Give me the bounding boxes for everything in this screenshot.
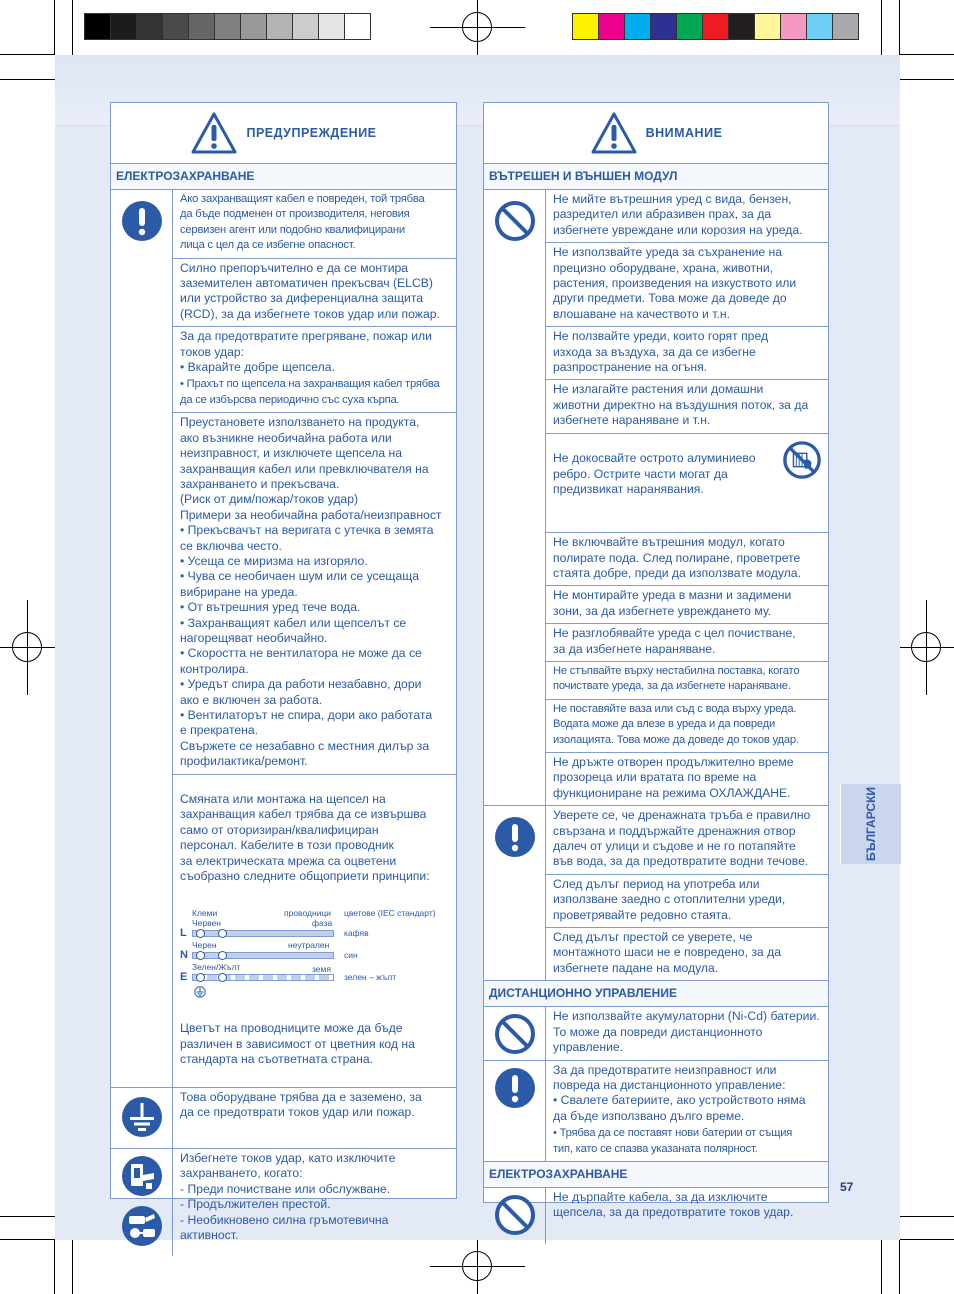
wire-terminal-label: Червен bbox=[192, 917, 221, 928]
caution-column bbox=[483, 102, 829, 1220]
must-do-group bbox=[111, 190, 456, 1088]
instruction-text: Не стъпвайте върху нестабилна поставка, когато почиствате уреда, за да избегнете нараняване. bbox=[546, 662, 828, 700]
no-touch-fin-icon bbox=[782, 440, 822, 480]
instruction-text: Не разглобявайте уреда с цел почистване, за да избегнете нараняване. bbox=[546, 624, 828, 662]
instruction-text: Силно препоръчително е да се монтира заземителен автоматичен прекъсвач (ELCB) или устройство за диференциална защита (RCD), за да избегнете токов удар или пожар. bbox=[173, 259, 456, 328]
switch-off-icon bbox=[121, 1155, 163, 1197]
instruction-text: Не дръжте отворен продължително време прозореца или вратата по време на функциониране на режима ОХЛАЖДАНЕ. bbox=[553, 755, 794, 800]
power-prohibit-row bbox=[484, 1188, 828, 1244]
wire-color-label: зелен – жълт bbox=[344, 971, 397, 982]
wire-conductor-label: земя bbox=[312, 963, 331, 974]
instruction-text: Не поставяйте ваза или съд с вода върху уреда. Водата може да влезе в уреда и да повреди изолацията. Това може да доведе до токов удар. bbox=[546, 700, 828, 753]
instruction-text: • Трябва да се поставят нови батерии от същия тип, като се спазва указаната полярност. bbox=[553, 1127, 793, 1155]
prohibition-icon bbox=[494, 1013, 536, 1055]
instruction-text: Не мийте вътрешния уред с вида, бензен, разредител или абразивен прах, за да избегнете увреждане или корозия на уреда. bbox=[546, 190, 828, 243]
wire-terminal-label: Зелен/Жълт bbox=[192, 961, 241, 972]
instruction-text: Не докосвайте острото алуминиево ребро. Острите части могат да предизвикат наранявания. bbox=[553, 451, 756, 496]
instruction-text: • Прахът по щепсела на захранващия кабел трябва да се избърсва периодично със суха кърпа. bbox=[173, 375, 456, 413]
instruction-text: Не дърпайте кабела, за да изключите щепсела, за да предотвратите токов удар. bbox=[553, 1189, 794, 1220]
instruction-text: За да предотвратите прегряване, пожар или токов удар: • Вкарайте добре щепсела. bbox=[180, 329, 432, 375]
prohibit-group bbox=[484, 190, 828, 806]
instruction-text: За да предотвратите неизправност или повреда на дистанционното управление: • Свалете батериите, ако устройството няма да бъде използвано дълго време. bbox=[553, 1062, 806, 1123]
terminal-screw-icon bbox=[218, 973, 227, 982]
warning-header bbox=[111, 103, 456, 164]
instruction-text: Избегнете токов удар, като изключите захранването, когато: - Преди почистване или обслужване. - Продължителен престой. - Необикновено силна гръмотевична активност. bbox=[180, 1150, 396, 1242]
wiring-instructions bbox=[173, 775, 456, 1087]
section-title-units: ВЪТРЕШЕН И ВЪНШЕН МОДУЛ bbox=[484, 164, 828, 190]
mandatory-exclamation-icon bbox=[121, 200, 163, 242]
wiring-diagram bbox=[180, 906, 450, 1002]
wire-color-label: кафяв bbox=[344, 927, 369, 938]
instruction-text: Смяната или монтажа на щепсел на захранващия кабел трябва да се извършва само от оторизиран/квалифициран персонал. Кабелите в този проводник за електрическата мрежа са оцветени съобразно следните общоприети принципи: bbox=[180, 792, 430, 884]
wire-conductor-label: фаза bbox=[312, 917, 333, 928]
terminal-screw-icon bbox=[218, 929, 227, 938]
instruction-text: След дълъг престой се уверете, че монтажното шаси не е повредено, за да избегнете падане на модула. bbox=[553, 930, 781, 975]
ground-symbol-icon bbox=[194, 986, 206, 998]
instruction-text: Не използвайте уреда за съхранение на прецизно оборудване, храна, животни, растения, произведения на изкуството или други предмети. Това може да доведе до влошаване на качеството и т.н. bbox=[546, 243, 828, 327]
wire-color-label: син bbox=[344, 949, 358, 960]
warning-column bbox=[110, 102, 457, 1242]
caution-header bbox=[484, 103, 828, 164]
sharp-fin-instruction bbox=[546, 434, 828, 533]
mandatory-exclamation-icon bbox=[494, 1067, 536, 1109]
prohibition-icon bbox=[494, 1194, 536, 1236]
section-title-remote: ДИСТАНЦИОННО УПРАВЛЕНИЕ bbox=[484, 981, 828, 1007]
instruction-text: След дълъг период на употреба или използване заедно с отоплителни уреди, проветрявайте редовно стаята. bbox=[546, 875, 828, 928]
must-do-group bbox=[484, 806, 828, 981]
terminal-screw-icon bbox=[218, 951, 227, 960]
mandatory-exclamation-icon bbox=[494, 816, 536, 858]
wire-letter: L bbox=[180, 926, 187, 939]
wire-terminal-label: Черен bbox=[192, 939, 217, 950]
instruction-text: Не използвайте акумулаторни (Ni-Cd) батерии. То може да повреди дистанционното управление. bbox=[553, 1009, 820, 1055]
instruction-text: Не монтирайте уреда в мазни и задимени зони, за да избегнете увреждането му. bbox=[546, 586, 828, 624]
wire-conductor-label: неутрален bbox=[288, 939, 330, 950]
section-title-power-supply: ЕЛЕКТРОЗАХРАНВАНЕ bbox=[111, 164, 456, 190]
caution-triangle-icon bbox=[590, 111, 638, 155]
terminal-screw-icon bbox=[196, 929, 205, 938]
terminal-screw-icon bbox=[196, 951, 205, 960]
instruction-text: Не включвайте вътрешния модул, когато полирате пода. След полиране, проветрете стаята добре, преди да използвате модула. bbox=[546, 533, 828, 586]
wiring-header-colors: цветове (IEC стандарт) bbox=[344, 907, 436, 918]
remote-must-row bbox=[484, 1061, 828, 1162]
instruction-text: Това оборудване трябва да е заземено, за да се предотврати токов удар или пожар. bbox=[180, 1089, 422, 1120]
instruction-text: Преустановете използването на продукта, ако възникне необичайна работа или неизправност, и изключете щепсела на захранващия кабел или превключвателя на захранването и прекъсвача. (Риск от дим/пожар/токов удар) Примери за необичайна работа/неизправност • Прекъсвачът на веригата с утечка в земята се включва често. • Усеща се миризма на изгоряло. • Чува се необичаен шум или се усещаща вибриране на уреда. • От вътрешния уред тече вода. • Захранващият кабел или щепселът се нагорещяват необичайно. • Скоростта не вентилатора не може да се контролира. • Уредът спира да работи незабавно, дори ако е включен за работа. • Вентилаторът не спира, дори ако работата е прекратена. Свържете се незабавно с местния дилър за профилактика/ремонт. bbox=[173, 413, 456, 774]
page-number: 57 bbox=[840, 1180, 854, 1194]
language-tab bbox=[840, 784, 901, 864]
earth-ground-icon bbox=[121, 1096, 163, 1138]
wire-letter: N bbox=[180, 948, 188, 961]
wire-letter: E bbox=[180, 970, 188, 983]
terminal-screw-icon bbox=[196, 973, 205, 982]
remote-prohibit-row bbox=[484, 1007, 828, 1060]
instruction-text: Не излагайте растения или домашни животни директно на въздушния поток, за да избегнете нараняване и т.н. bbox=[546, 380, 828, 433]
wiring-header-conductors: проводници bbox=[284, 907, 332, 918]
grayscale-calibration-strip bbox=[84, 13, 370, 40]
caution-title: ВНИМАНИЕ bbox=[645, 126, 723, 140]
instruction-text: Не ползвайте уреди, които горят пред изхода за въздуха, за да се избегне разпространение на огъня. bbox=[546, 327, 828, 380]
wire-line bbox=[192, 952, 334, 959]
unplug-row bbox=[111, 1149, 456, 1256]
warning-title: ПРЕДУПРЕЖДЕНИЕ bbox=[246, 126, 377, 140]
wiring-header-terminals: Клеми bbox=[192, 907, 218, 918]
unplug-icon bbox=[121, 1205, 163, 1247]
instruction-text: Уверете се, че дренажната тръба е правилно свързана и поддържайте дренажния отвор далеч от улици и съдове и не го потапяйте във вода, за да предотвратите водни течове. bbox=[546, 806, 828, 875]
language-label: БЪЛГАРСКИ bbox=[864, 786, 878, 862]
instruction-text: Цветът на проводниците може да бъде различен в зависимост от цветния код на стандарта на съответната страна. bbox=[180, 1021, 415, 1067]
color-calibration-strip bbox=[572, 13, 858, 40]
warning-triangle-icon bbox=[190, 111, 238, 155]
wire-line bbox=[192, 930, 334, 937]
wire-line bbox=[192, 974, 334, 981]
earthing-row bbox=[111, 1088, 456, 1149]
prohibition-icon bbox=[494, 200, 536, 242]
section-title-power-supply: ЕЛЕКТРОЗАХРАНВАНЕ bbox=[484, 1162, 828, 1188]
instruction-text: Ако захранващият кабел е повреден, той трябва да бъде подменен от производителя, неговия сервизен агент или подобно квалифицирани лица с цел да се избегне опасност. bbox=[173, 190, 456, 259]
